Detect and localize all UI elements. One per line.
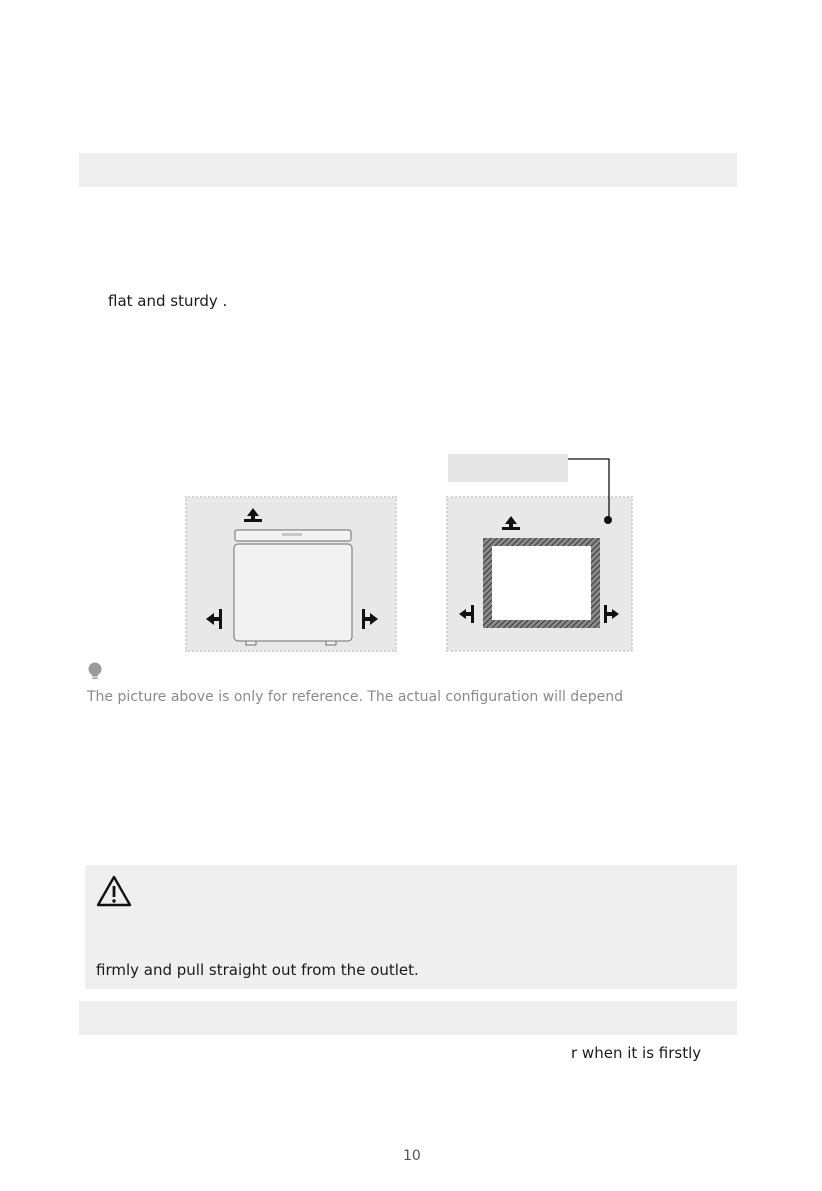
warning-text: firmly and pull straight out from the outlet.	[96, 961, 419, 979]
page-number: 10	[403, 1148, 421, 1164]
callout-leader-line	[186, 454, 632, 534]
clearance-right-arrow-icon	[604, 605, 619, 623]
first-use-line: r when it is firstly	[571, 1044, 702, 1062]
warning-box	[85, 865, 737, 989]
section-header-bar-2	[79, 1001, 737, 1035]
clearance-left-arrow-icon	[206, 609, 222, 629]
section-header-bar	[79, 153, 737, 187]
warning-triangle-icon	[95, 874, 133, 912]
clearance-figure	[186, 454, 632, 652]
clearance-left-arrow-icon	[459, 605, 474, 623]
lightbulb-icon	[87, 661, 103, 685]
install-instruction-line: flat and sturdy .	[108, 292, 228, 310]
reference-note: The picture above is only for reference. The actual configuration will depend	[87, 689, 624, 705]
clearance-right-arrow-icon	[362, 609, 378, 629]
